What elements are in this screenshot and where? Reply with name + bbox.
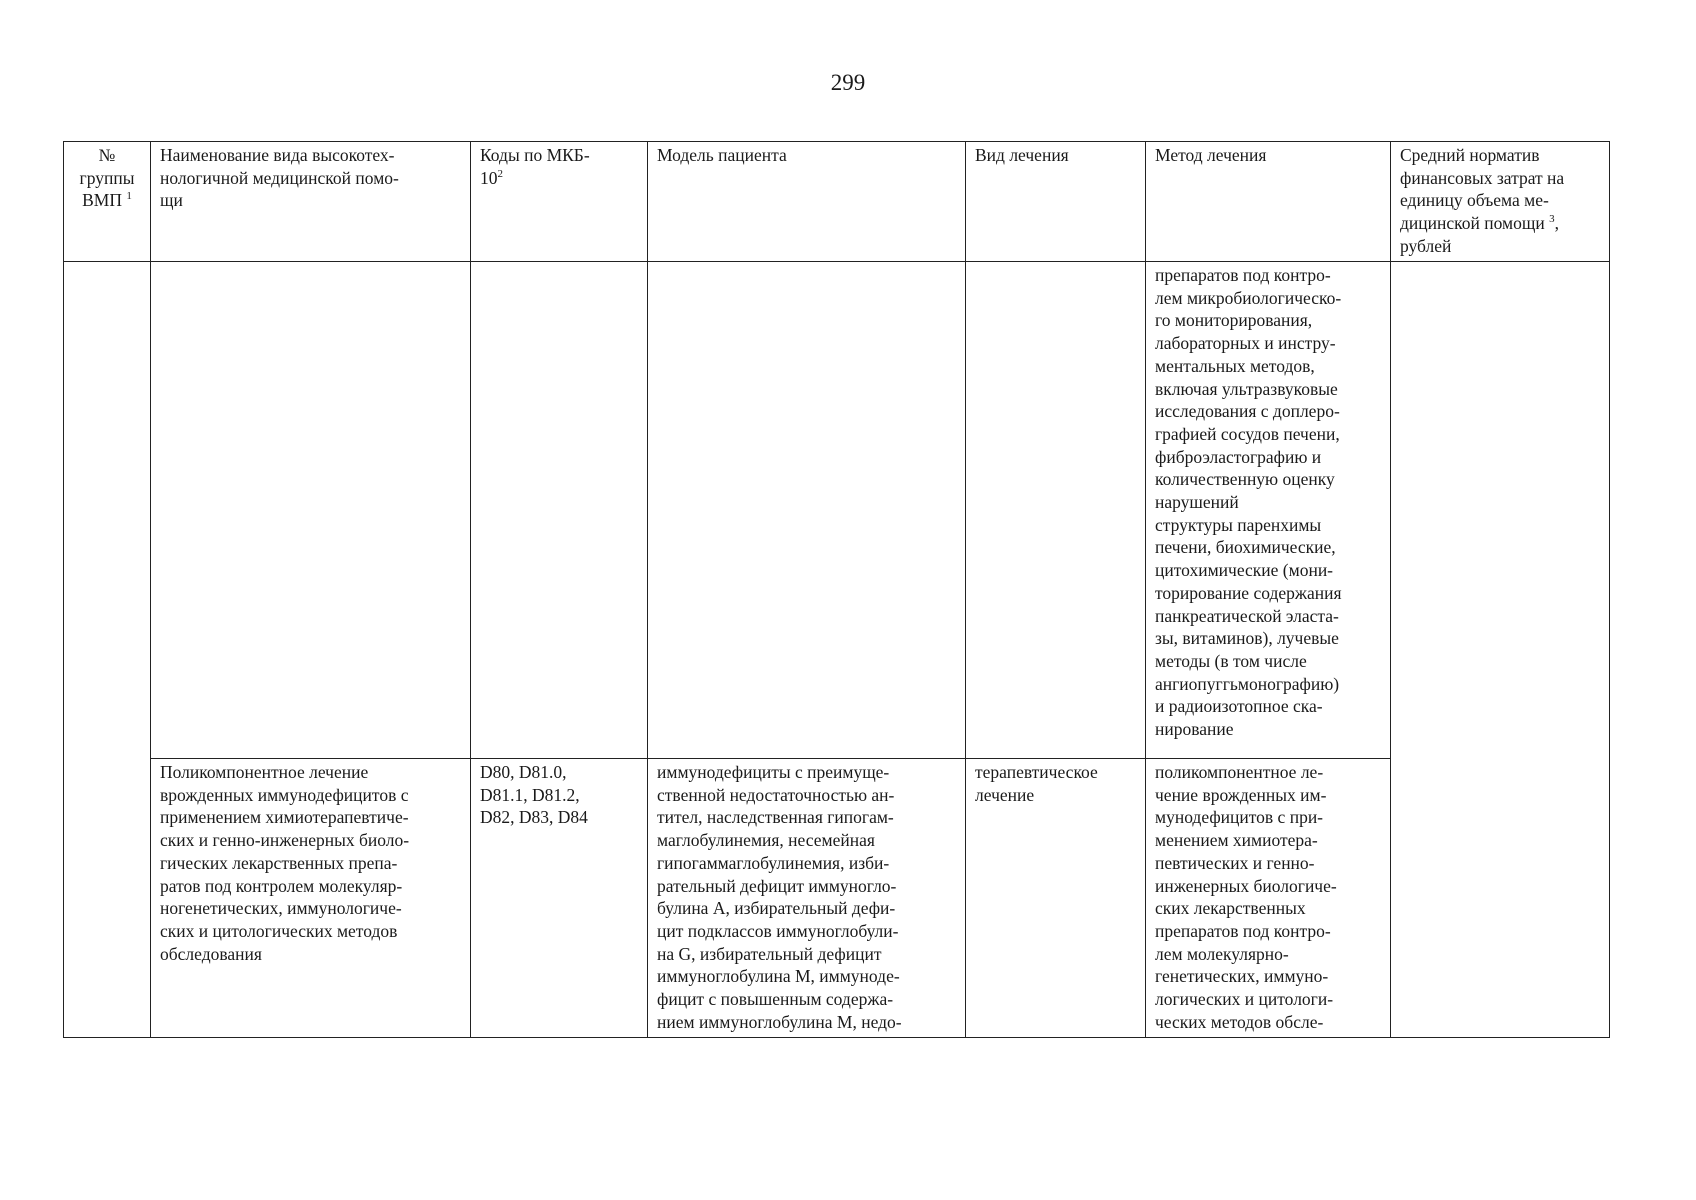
cell-group-number [64,262,151,1038]
cell-treatment-type [966,262,1146,759]
header-treatment-type: Вид лечения [966,142,1146,262]
cell-icd-codes: D80, D81.0, D81.1, D81.2, D82, D83, D84 [471,759,648,1038]
page-number: 299 [830,70,866,95]
cell-care-type-name [151,262,471,759]
cell-patient-model [648,262,966,759]
cell-icd-codes [471,262,648,759]
table-row [64,759,1610,1038]
cell-treatment-method: поликомпонентное ле- чение врожденных им- мунодефицитов с при- менением химиотера- певтических и генно- инженерных биологиче- ских лекарственных препаратов под контро- лем молекулярно- генетических, иммуно- логических и цитологи- ческих методов обсле- [1146,759,1391,1038]
header-care-type-name: Наименование вида высокотех- нологичной медицинской помо- щи [151,142,471,262]
header-patient-model: Модель пациента [648,142,966,262]
cell-treatment-type: терапевтическое лечение [966,759,1146,1038]
header-treatment-method: Метод лечения [1146,142,1391,262]
cell-average-cost [1391,262,1610,1038]
cell-treatment-method: препаратов под контро- лем микробиологическо- го мониторирования, лабораторных и инстру- ментальных методов, включая ультразвуковые исследования с доплеро- графией сосудов печени, фиброэластографию и количественную оценку нарушений структуры паренхимы печени, биохимические, цитохимические (мони- торирование содержания панкреатической эласта- зы, витаминов), лучевые методы (в том числе ангиопуггьмонографию) и радиоизотопное ска- нирование [1146,262,1391,759]
table-row [64,262,1610,759]
header-average-cost: Средний норматив финансовых затрат на единицу объема ме- дицинской помощи $^3$, рублей [1391,142,1610,262]
header-icd-codes: Коды по МКБ- $10^2$ [471,142,648,262]
vmp-table [63,141,1610,1038]
header-group-number: № группы ВМП $^1$ [64,142,151,262]
cell-care-type-name: Поликомпонентное лечение врожденных иммунодефицитов с применением химиотерапевтиче- ских и генно-инженерных биоло- гических лекарственных препа- ратов под контролем молекуляр- ногенетических, иммунологиче- ских и цитологических методов обследования [151,759,471,1038]
header-row [64,142,1610,262]
cell-patient-model: иммунодефициты с преимуще- ственной недостаточностью ан- тител, наследственная гипогам- маглобулинемия, несемейная гипогаммаглобулинемия, изби- рательный дефицит иммуногло- булина А, избирательный дефи- цит подклассов иммуноглобули- на G, избирательный дефицит иммуноглобулина М, иммуноде- фицит с повышенным содержа- нием иммуноглобулина М, недо- [648,759,966,1038]
